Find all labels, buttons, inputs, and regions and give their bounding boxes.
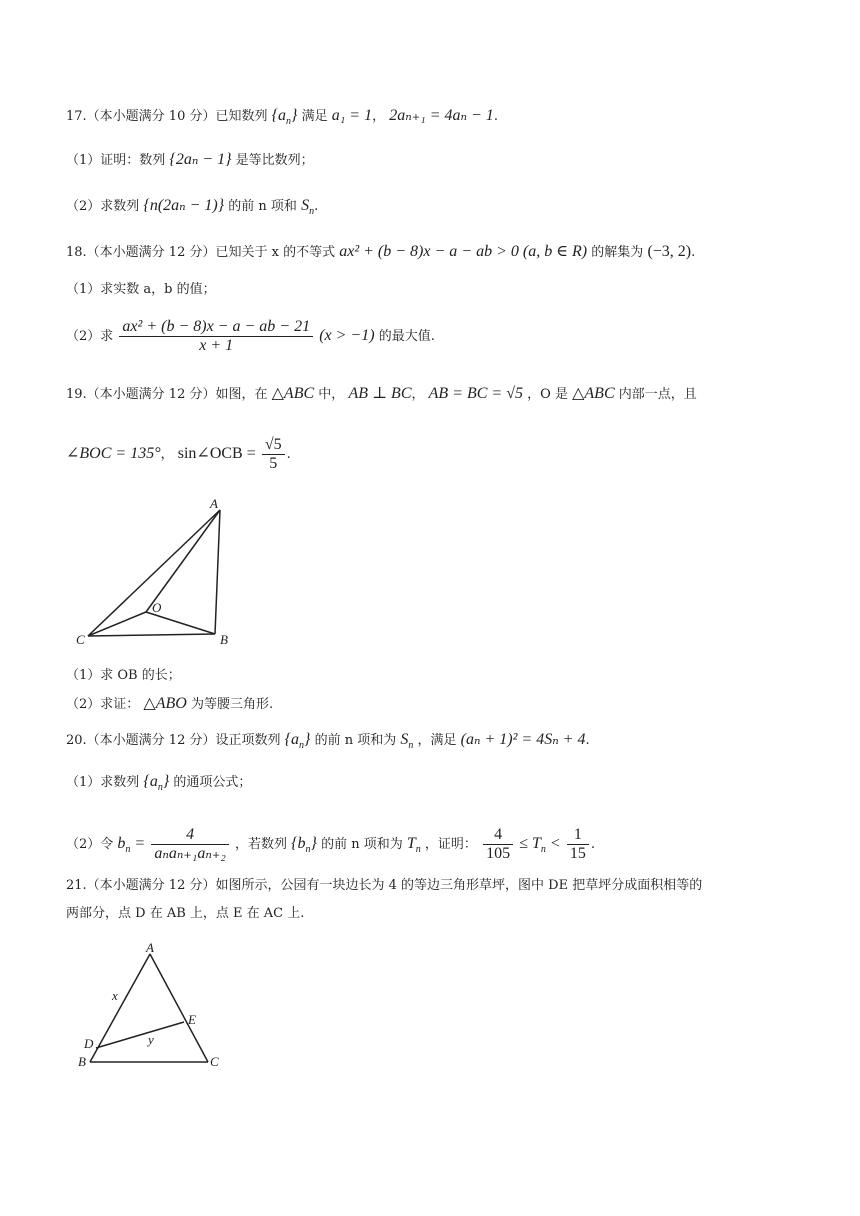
seq-an: $\{a_n\}$ bbox=[271, 107, 298, 128]
label-B: B bbox=[78, 1054, 86, 1069]
condition-recurrence: 2aₙ₊₁ = 4aₙ − 1 bbox=[389, 107, 494, 124]
q20-lower-bound: $\frac{4}{105}$ bbox=[483, 826, 513, 863]
q19-part2: （2）求证： △ABO 为等腰三角形. bbox=[66, 695, 274, 712]
label-D: D bbox=[84, 1036, 94, 1051]
q20-upper-bound: $\frac{1}{15}$ bbox=[567, 826, 589, 863]
label-C: C bbox=[210, 1054, 219, 1069]
q19-angle-line: ∠BOC = 135°， sin∠OCB = $\frac{√5}{5}$ . bbox=[66, 436, 291, 472]
q18-part2: （2）求 $\frac{\text{ax² + (b − 8)x − a − ab − 21}}{x + 1}$ (x > −1) 的最大值. bbox=[66, 318, 435, 354]
label-O: O bbox=[152, 600, 162, 615]
label-x: x bbox=[112, 988, 118, 1003]
label-A: A bbox=[210, 496, 218, 511]
label-y: y bbox=[148, 1032, 154, 1047]
q17-part2: （2）求数列 {n(2aₙ − 1)} 的前 n 项和 $S_n$. bbox=[66, 197, 319, 218]
q18-part1: （1）求实数 a，b 的值； bbox=[66, 282, 216, 297]
q17-part1: （1）证明：数列 {2aₙ − 1} 是等比数列； bbox=[66, 151, 314, 168]
q20-part2: （2）令 $b_n$ = $\frac{4}{\text{aₙaₙ₊₁aₙ₊₂}}$ ，若数列 $\{b_n\}$ 的前 n 项和为 $T_n$ ，证明： $\frac{4}{105}$ ≤ $T_n$ < $\frac{1}{15}$ . bbox=[66, 826, 595, 862]
q21-triangle-figure bbox=[70, 938, 240, 1078]
label-C: C bbox=[76, 632, 85, 647]
q19-stem: 19.（本小题满分 12 分）如图，在 △ABC 中， AB ⊥ BC， AB = BC = √5 ，O 是 △ABC 内部一点，且 bbox=[66, 385, 697, 402]
q19-triangle-figure bbox=[60, 490, 260, 650]
condition-a1: a₁ = 1 bbox=[331, 107, 373, 124]
q20-bn-fraction: $\frac{4}{\text{aₙaₙ₊₁aₙ₊₂}}$ bbox=[151, 826, 228, 863]
q19-part1: （1）求 OB 的长； bbox=[66, 668, 181, 683]
q18-fraction: $\frac{\text{ax² + (b − 8)x − a − ab − 21}}{x + 1}$ bbox=[119, 318, 313, 355]
q20-part1: （1）求数列 $\{a_n\}$ 的通项公式； bbox=[66, 773, 252, 794]
label-E: E bbox=[188, 1012, 196, 1027]
q21-line2: 两部分，点 D 在 AB 上，点 E 在 AC 上. bbox=[66, 906, 305, 921]
q18-stem: 18.（本小题满分 12 分）已知关于 x 的不等式 ax² + (b − 8)x − a − ab > 0 (a, b ∈ R) 的解集为 (−3, 2). bbox=[66, 243, 696, 260]
q20-stem: 20.（本小题满分 12 分）设正项数列 $\{a_n\}$ 的前 n 项和为 $S_n$ ，满足 (aₙ + 1)² = 4Sₙ + 4. bbox=[66, 731, 590, 752]
q21-line1: 21.（本小题满分 12 分）如图所示，公园有一块边长为 4 的等边三角形草坪，图中 DE 把草坪分成面积相等的 bbox=[66, 878, 703, 893]
q19-sin-fraction: $\frac{√5}{5}$ bbox=[262, 436, 285, 473]
q17-stem: 17.（本小题满分 10 分）已知数列 $\{a_n\}$ 满足 a₁ = 1， 2aₙ₊₁ = 4aₙ − 1. bbox=[66, 107, 498, 128]
label-B: B bbox=[220, 632, 228, 647]
label-A: A bbox=[146, 940, 154, 955]
